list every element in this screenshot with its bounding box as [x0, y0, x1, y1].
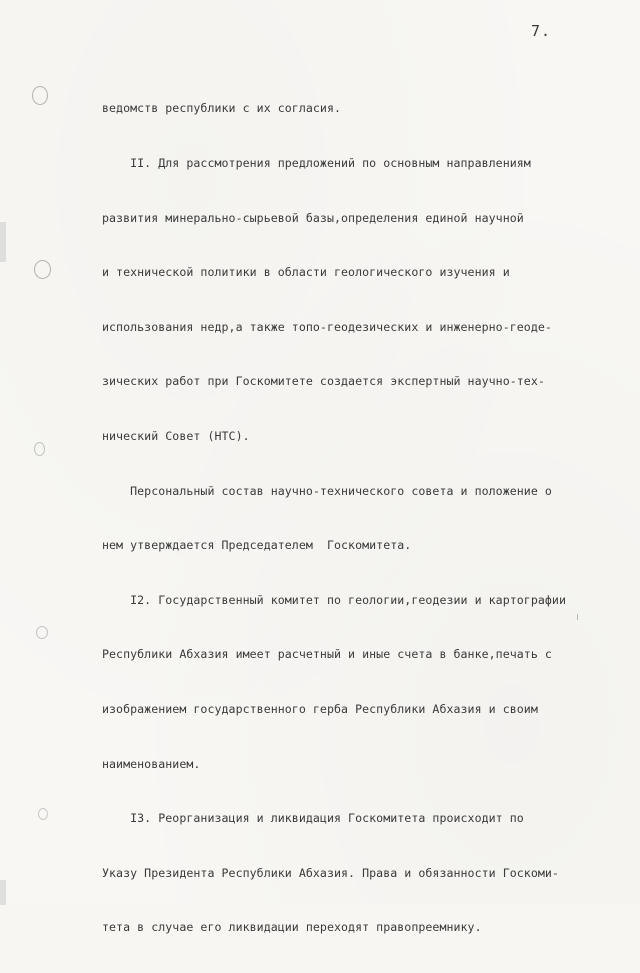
- scan-edge-mark: [0, 222, 6, 262]
- body-line: наименованием.: [102, 756, 201, 771]
- body-line: тета в случае его ликвидации переходят правопреемнику.: [102, 920, 482, 935]
- body-line: и технической политики в области геологического изучения и: [102, 265, 510, 280]
- body-line: нем утверждается Председателем Госкомитета.: [102, 538, 412, 553]
- binder-hole-mark: [32, 86, 48, 105]
- body-line: изображением государственного герба Республики Абхазия и своим: [102, 701, 538, 716]
- body-line: Республики Абхазия имеет расчетный и иные счета в банке,печать с: [102, 647, 552, 662]
- body-line: ведомств республики с их согласия.: [102, 101, 342, 116]
- body-line: развития минерально-сырьевой базы,определения единой научной: [102, 210, 524, 225]
- body-line: Указу Президента Республики Абхазия. Права и обязанности Госкоми-: [102, 865, 559, 880]
- binder-hole-mark: [36, 626, 48, 639]
- binder-hole-mark: [34, 442, 45, 456]
- body-line: II. Для рассмотрения предложений по основным направлениям: [102, 156, 531, 170]
- body-line: нический Совет (НТС).: [102, 428, 250, 443]
- binder-hole-mark: [34, 260, 51, 279]
- body-line: использования недр,а также топо-геодезических и инженерно-геоде-: [102, 319, 552, 334]
- body-line: зических работ при Госкомитете создается экспертный научно-тех-: [102, 374, 545, 389]
- body-line: Персональный состав научно-технического совета и положение о: [102, 483, 552, 498]
- body-line: I2. Государственный комитет по геологии,геодезии и картографии: [102, 592, 566, 607]
- page-number: 7.: [531, 22, 552, 40]
- scan-edge-mark: [0, 880, 6, 905]
- binder-hole-mark: [38, 808, 48, 820]
- document-body: [102, 63, 622, 973]
- body-line: I3. Реорганизация и ликвидация Госкомитета происходит по: [102, 811, 524, 826]
